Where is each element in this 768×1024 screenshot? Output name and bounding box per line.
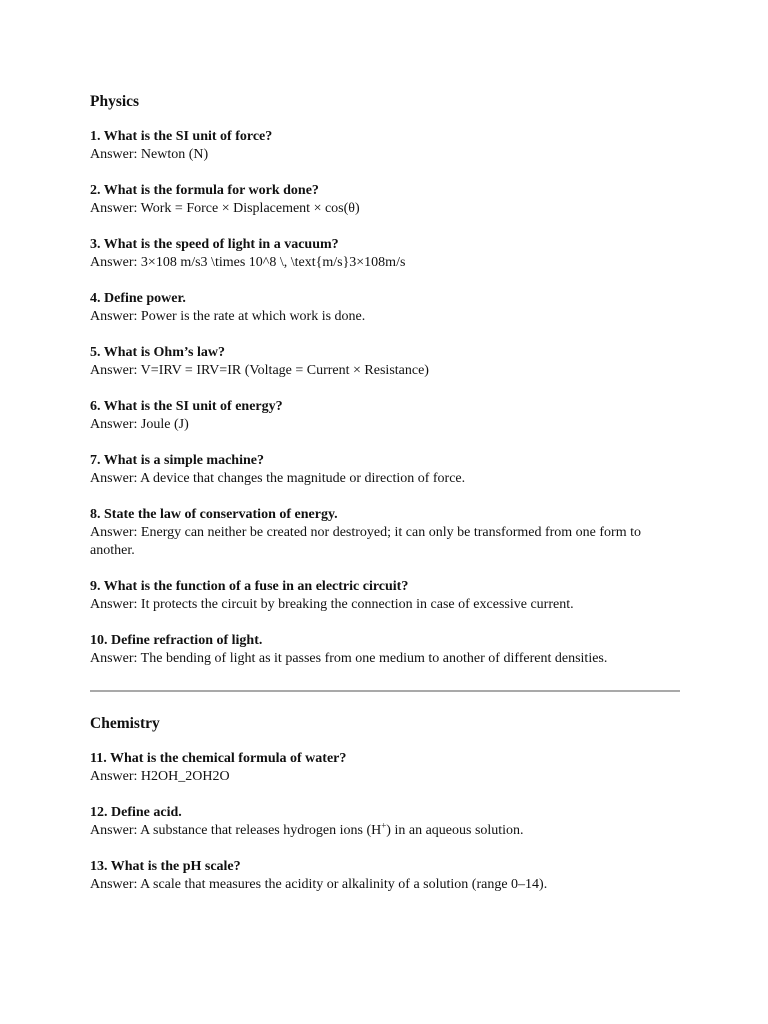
question-5: 5. What is Ohm’s law? — [90, 345, 225, 360]
answer-13: Answer: A scale that measures the acidity or alkalinity of a solution (range 0–14). — [90, 877, 548, 892]
qa-item-13 — [90, 858, 680, 894]
answer-6: Answer: Joule (J) — [90, 417, 189, 432]
answer-10: Answer: The bending of light as it passes from one medium to another of different densities. — [90, 651, 608, 666]
qa-item-2 — [90, 182, 680, 218]
qa-item-10 — [90, 632, 680, 668]
section-chemistry — [90, 712, 680, 894]
qa-item-5 — [90, 344, 680, 380]
answer-11: Answer: H2OH_2OH2O — [90, 769, 230, 784]
question-13: 13. What is the pH scale? — [90, 859, 241, 874]
section-title-chemistry: Chemistry — [90, 715, 160, 732]
answer-12-text-before: Answer: A substance that releases hydrogen ions (H — [90, 823, 382, 838]
section-divider — [90, 690, 680, 692]
qa-item-1 — [90, 128, 680, 164]
answer-5: Answer: V=IRV = IRV=IR (Voltage = Current × Resistance) — [90, 363, 429, 378]
answer-1: Answer: Newton (N) — [90, 147, 209, 162]
answer-2: Answer: Work = Force × Displacement × cos(θ) — [90, 201, 360, 216]
qa-item-7 — [90, 452, 680, 488]
qa-item-11 — [90, 750, 680, 786]
question-11: 11. What is the chemical formula of water? — [90, 751, 347, 766]
question-8: 8. State the law of conservation of energy. — [90, 507, 338, 522]
question-6: 6. What is the SI unit of energy? — [90, 399, 283, 414]
qa-item-4 — [90, 290, 680, 326]
answer-12 — [90, 822, 680, 840]
answer-9: Answer: It protects the circuit by breaking the connection in case of excessive current. — [90, 597, 574, 612]
answer-4: Answer: Power is the rate at which work is done. — [90, 309, 366, 324]
section-physics — [90, 90, 680, 668]
answer-3: Answer: 3×108 m/s3 \times 10^8 \, \text{m/s}3×108m/s — [90, 255, 406, 270]
qa-item-12 — [90, 804, 680, 840]
question-1: 1. What is the SI unit of force? — [90, 129, 273, 144]
question-7: 7. What is a simple machine? — [90, 453, 264, 468]
question-3: 3. What is the speed of light in a vacuum? — [90, 237, 339, 252]
question-2: 2. What is the formula for work done? — [90, 183, 319, 198]
document-page — [90, 90, 680, 912]
qa-item-9 — [90, 578, 680, 614]
answer-12-text-after: ) in an aqueous solution. — [386, 823, 524, 838]
question-12: 12. Define acid. — [90, 805, 182, 820]
question-10: 10. Define refraction of light. — [90, 633, 263, 648]
qa-item-3 — [90, 236, 680, 272]
answer-7: Answer: A device that changes the magnitude or direction of force. — [90, 471, 466, 486]
question-4: 4. Define power. — [90, 291, 186, 306]
question-9: 9. What is the function of a fuse in an electric circuit? — [90, 579, 409, 594]
qa-item-8 — [90, 506, 680, 560]
qa-item-6 — [90, 398, 680, 434]
answer-12-superscript: + — [381, 820, 387, 831]
section-title-physics: Physics — [90, 93, 140, 110]
answer-8: Answer: Energy can neither be created nor destroyed; it can only be transformed from one form to another. — [90, 525, 641, 558]
